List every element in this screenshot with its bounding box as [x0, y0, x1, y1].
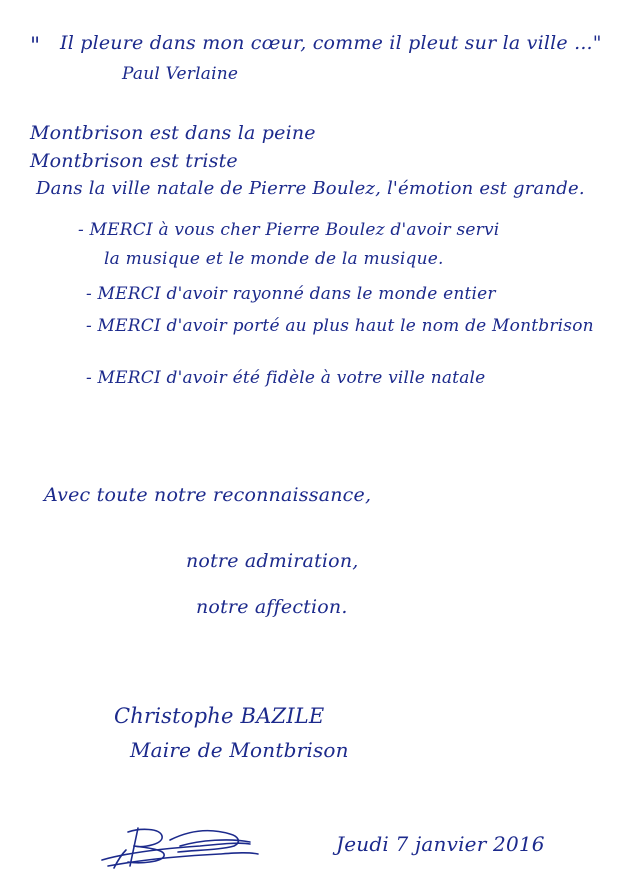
- quote-open-mark: ": [30, 34, 41, 59]
- signatory-title: Maire de Montbrison: [130, 738, 349, 762]
- handwritten-signature: [100, 820, 260, 875]
- quote-author: Paul Verlaine: [122, 64, 239, 84]
- thanks-line-2: la musique et le monde de la musique.: [104, 249, 444, 269]
- closing-line-1: Avec toute notre reconnaissance,: [44, 484, 372, 506]
- thanks-line-4: - MERCI d'avoir porté au plus haut le nom de Montbrison: [86, 316, 594, 336]
- letter-date: Jeudi 7 janvier 2016: [336, 832, 545, 856]
- intro-line-3: Dans la ville natale de Pierre Boulez, l'émotion est grande.: [36, 178, 585, 199]
- intro-line-2: Montbrison est triste: [30, 150, 238, 172]
- intro-line-1: Montbrison est dans la peine: [30, 122, 316, 144]
- thanks-line-3: - MERCI d'avoir rayonné dans le monde entier: [86, 284, 496, 304]
- thanks-line-1: - MERCI à vous cher Pierre Boulez d'avoir servi: [78, 220, 500, 240]
- closing-line-2: notre admiration,: [186, 550, 359, 572]
- closing-line-3: notre affection.: [196, 596, 348, 618]
- verlaine-quote: Il pleure dans mon cœur, comme il pleut sur la ville ...": [60, 32, 602, 54]
- signatory-name: Christophe BAZILE: [114, 704, 325, 728]
- thanks-line-5: - MERCI d'avoir été fidèle à votre ville natale: [86, 368, 486, 388]
